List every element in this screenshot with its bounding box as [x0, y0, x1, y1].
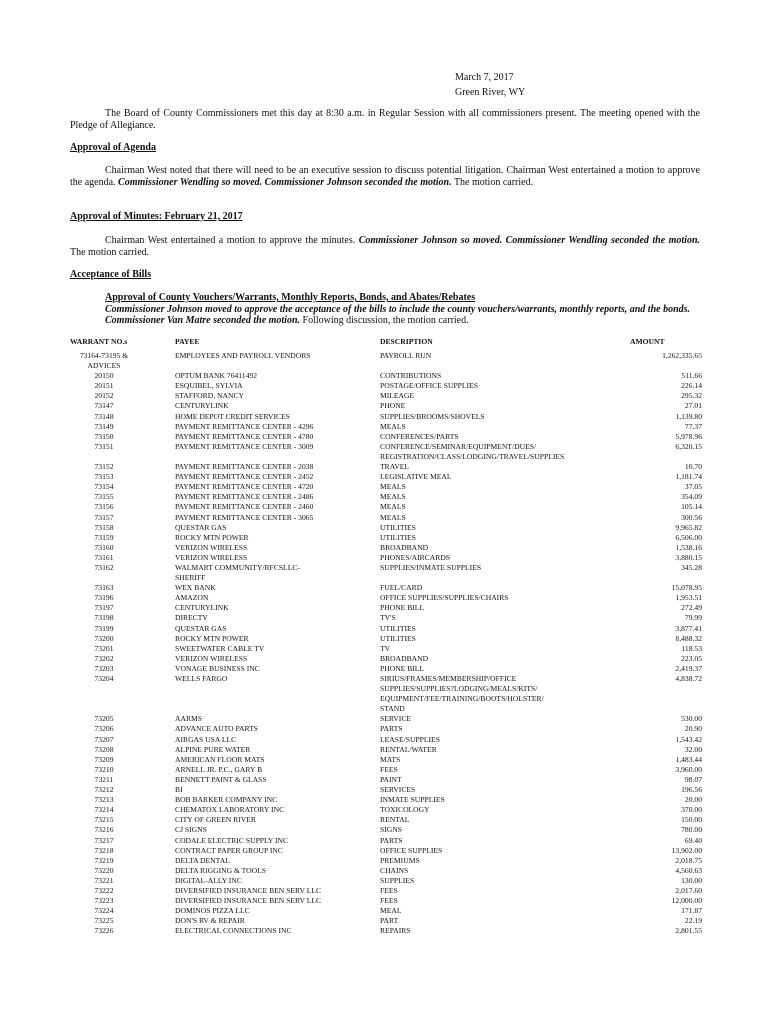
warrant-number-cell: 73217 — [94, 835, 114, 845]
payee-cell: SWEETWATER CABLE TV — [175, 643, 265, 653]
payee-cell: ARNELL JR. P.C., GARY B — [175, 764, 263, 774]
warrant-number-cell: 73203 — [94, 663, 114, 673]
amount-cell: 2,419.37 — [675, 663, 702, 673]
amount-cell: 171.87 — [681, 906, 702, 916]
warrant-number-cell: 73156 — [94, 502, 114, 512]
description-cell: MEALS — [380, 492, 406, 502]
amount-cell: 223.05 — [681, 653, 702, 663]
warrant-number-cell: 73214 — [94, 805, 114, 815]
warrant-number-cell: 73152 — [94, 462, 114, 472]
agenda-paragraph — [70, 165, 700, 188]
table-row — [70, 603, 702, 613]
table-row — [70, 815, 702, 825]
column-header-description: DESCRIPTION — [380, 337, 433, 346]
minutes-result: The motion carried. — [70, 246, 150, 258]
table-row — [70, 674, 702, 714]
payee-cell: ALPINE PURE WATER — [175, 744, 251, 754]
payee-cell: QUESTAR GAS — [175, 623, 227, 633]
amount-cell: 2,018.75 — [675, 855, 702, 865]
description-cell: PHONE BILL — [380, 603, 425, 613]
payee-cell: CONTRACT PAPER GROUP INC — [175, 845, 283, 855]
table-row — [70, 613, 702, 623]
description-cell: SIGNS — [380, 825, 402, 835]
amount-cell: 1,483.44 — [675, 754, 702, 764]
minutes-motion: Commissioner Johnson so moved. Commissioner Wendling seconded the motion. — [358, 235, 701, 246]
payee-cell: PAYMENT REMITTANCE CENTER - 2486 — [175, 492, 314, 502]
table-row — [70, 472, 702, 482]
warrant-number-cell: 73200 — [94, 633, 114, 643]
table-row — [70, 836, 702, 846]
description-cell: PART — [380, 916, 399, 926]
agenda-text: Chairman West noted that there will need to be an executive session to discuss potential litigation. Chairman West entertained a motion to approve the agenda. — [70, 165, 700, 188]
warrant-number-cell: 73215 — [94, 815, 114, 825]
table-row — [70, 583, 702, 593]
amount-cell: 10.70 — [684, 462, 702, 472]
warrant-number-cell: 73157 — [94, 512, 114, 522]
description-cell: RENTAL — [380, 815, 410, 825]
description-cell: CONFERENCES/PARTS — [380, 431, 459, 441]
table-row — [70, 543, 702, 553]
payee-cell: HOME DEPOT CREDIT SERVICES — [175, 411, 290, 421]
payee-cell: CHEMATOX LABORATORY INC — [175, 805, 285, 815]
payee-cell: DELTA DENTAL — [175, 855, 230, 865]
table-row — [70, 412, 702, 422]
amount-cell: 345.28 — [681, 562, 702, 572]
payee-cell: BI — [175, 785, 183, 795]
amount-cell: 5,978.96 — [675, 431, 702, 441]
amount-cell: 12,000.00 — [671, 896, 702, 906]
amount-cell: 98.07 — [684, 774, 702, 784]
warrant-number-cell: 73218 — [94, 845, 114, 855]
warrant-number-cell: 73196 — [94, 593, 114, 603]
table-row — [70, 371, 702, 381]
table-row — [70, 785, 702, 795]
amount-cell: 20.90 — [684, 724, 702, 734]
description-cell: SUPPLIES/BROOMS/SHOVELS — [380, 411, 485, 421]
warrant-number-cell: 20150 — [94, 371, 114, 381]
amount-cell: 1,953.51 — [675, 593, 702, 603]
table-row — [70, 765, 702, 775]
payee-cell: ELECTRICAL CONNECTIONS INC — [175, 926, 292, 936]
description-cell: UTILITIES — [380, 633, 416, 643]
payee-cell: ESQUIBEL, SYLVIA — [175, 381, 243, 391]
warrant-number-cell: 73205 — [94, 714, 114, 724]
column-header-amount: AMOUNT — [630, 337, 665, 346]
description-cell: FUEL/CARD — [380, 583, 423, 593]
payee-cell: EMPLOYEES AND PAYROLL VENDORS — [175, 351, 311, 360]
description-cell: PHONE BILL — [380, 663, 425, 673]
amount-cell: 77.37 — [684, 421, 702, 431]
payee-cell: DOMINOS PIZZA LLC — [175, 906, 250, 916]
table-row — [70, 513, 702, 523]
description-cell: FEES — [380, 885, 398, 895]
warrant-number-cell: 73154 — [94, 482, 114, 492]
table-row — [70, 351, 702, 371]
description-cell: FEES — [380, 764, 398, 774]
table-row — [70, 422, 702, 432]
payee-cell: ROCKY MTN POWER — [175, 633, 249, 643]
description-cell: LEASE/SUPPLIES — [380, 734, 440, 744]
payee-cell: PAYMENT REMITTANCE CENTER - 2460 — [175, 502, 314, 512]
warrant-number-cell: 73151 — [94, 441, 114, 451]
warrant-number-cell: 73221 — [94, 875, 114, 885]
payee-cell: VERIZON WIRELESS — [175, 542, 248, 552]
description-cell: MEALS — [380, 421, 406, 431]
amount-cell: 1,543.42 — [675, 734, 702, 744]
amount-cell: 1,262,335.65 — [662, 351, 702, 360]
warrant-number-cell: 20151 — [94, 381, 114, 391]
description-cell: PARTS — [380, 835, 403, 845]
payee-cell: WEX BANK — [175, 583, 216, 593]
description-cell: CONTRIBUTIONS — [380, 371, 442, 381]
amount-cell: 3,877.41 — [675, 623, 702, 633]
payee-cell: VERIZON WIRELESS — [175, 552, 248, 562]
table-row — [70, 523, 702, 533]
table-row — [70, 856, 702, 866]
table-row — [70, 462, 702, 472]
payee-cell: WALMART COMMUNITY/RFCSLLC- SHERIFF — [175, 562, 300, 583]
table-row — [70, 714, 702, 724]
payee-cell: DIVERSIFIED INSURANCE BEN SERV LLC — [175, 885, 322, 895]
bills-motion: Commissioner Johnson moved to approve the acceptance of the bills to include the county vouchers/warrants, monthly reports, and the bonds. Commissioner Van Matre seconded the motion. — [105, 303, 691, 326]
table-row — [70, 634, 702, 644]
amount-cell: 4,838.72 — [675, 674, 702, 683]
payee-cell: AMERICAN FLOOR MATS — [175, 754, 265, 764]
payee-cell: STAFFORD, NANCY — [175, 391, 245, 401]
amount-cell: 196.56 — [681, 785, 702, 795]
column-header-warrant: WARRANT NO.s — [70, 337, 128, 346]
amount-cell: 272.49 — [681, 603, 702, 613]
amount-cell: 530.00 — [681, 714, 702, 724]
warrant-number-cell: 73148 — [94, 411, 114, 421]
warrant-number-cell: 73208 — [94, 744, 114, 754]
description-cell: MEALS — [380, 482, 406, 492]
amount-cell: 130.00 — [681, 875, 702, 885]
warrant-number-cell: 73212 — [94, 785, 114, 795]
payee-cell: DIVERSIFIED INSURANCE BEN SERV LLC — [175, 896, 322, 906]
warrant-number-cell: 73224 — [94, 906, 114, 916]
description-cell: LEGISLATIVE MEAL — [380, 472, 452, 482]
table-row — [70, 795, 702, 805]
column-header-payee: PAYEE — [175, 337, 200, 346]
description-cell: TV — [380, 643, 391, 653]
payee-cell: CENTURYLINK — [175, 401, 229, 411]
table-header-row — [70, 337, 702, 351]
payee-cell: AIRGAS USA LLC — [175, 734, 237, 744]
table-row — [70, 906, 702, 916]
amount-cell: 511.66 — [681, 371, 702, 381]
warrant-number-cell: 73155 — [94, 492, 114, 502]
table-row — [70, 876, 702, 886]
table-row — [70, 735, 702, 745]
warrant-number-cell: 73226 — [94, 926, 114, 936]
table-row — [70, 492, 702, 502]
amount-cell: 37.05 — [684, 482, 702, 492]
table-row — [70, 644, 702, 654]
bills-subsection — [105, 292, 700, 327]
amount-cell: 6,320.15 — [675, 441, 702, 451]
agenda-heading: Approval of Agenda — [70, 142, 156, 153]
description-cell: PREMIUMS — [380, 855, 420, 865]
payee-cell: VONAGE BUSINESS INC — [175, 663, 260, 673]
description-cell: CHAINS — [380, 865, 409, 875]
table-row — [70, 866, 702, 876]
description-cell: UTILITIES — [380, 522, 416, 532]
warrant-number-cell: 73222 — [94, 885, 114, 895]
table-row — [70, 886, 702, 896]
table-row — [70, 664, 702, 674]
bills-heading: Acceptance of Bills — [70, 269, 152, 280]
table-row — [70, 926, 702, 936]
table-row — [70, 381, 702, 391]
meeting-dateline — [455, 70, 525, 100]
amount-cell: 8,488.32 — [675, 633, 702, 643]
amount-cell: 27.01 — [684, 401, 702, 411]
table-row — [70, 553, 702, 563]
table-row — [70, 775, 702, 785]
payee-cell: CODALE ELECTRIC SUPPLY INC — [175, 835, 289, 845]
table-row — [70, 846, 702, 856]
description-cell: MEALS — [380, 512, 406, 522]
description-cell: MEALS — [380, 502, 406, 512]
payee-cell: PAYMENT REMITTANCE CENTER - 4720 — [175, 482, 314, 492]
table-row — [70, 533, 702, 543]
amount-cell: 1,538.16 — [675, 542, 702, 552]
payee-cell: DELTA RIGGING & TOOLS — [175, 865, 267, 875]
description-cell: PAYROLL RUN — [380, 351, 432, 360]
amount-cell: 15,078.95 — [671, 583, 702, 593]
amount-cell: 20.00 — [684, 795, 702, 805]
warrant-number-cell: 73210 — [94, 764, 114, 774]
description-cell: TOXICOLOGY — [380, 805, 430, 815]
agenda-motion: Commissioner Wendling so moved. Commissioner Johnson seconded the motion. — [118, 176, 452, 188]
warrant-number-cell: 73219 — [94, 855, 114, 865]
table-row — [70, 442, 702, 462]
warrant-number-cell: 73201 — [94, 643, 114, 653]
amount-cell: 69.40 — [684, 835, 702, 845]
payee-cell: DON'S RV & REPAIR — [175, 916, 245, 926]
warrant-number-cell: 73211 — [94, 774, 114, 784]
table-row — [70, 593, 702, 603]
payee-cell: CITY OF GREEN RIVER — [175, 815, 256, 825]
amount-cell: 1,139.80 — [675, 411, 702, 421]
payee-cell: CJ SIGNS — [175, 825, 207, 835]
amount-cell: 150.00 — [681, 815, 702, 825]
description-cell: RENTAL/WATER — [380, 744, 437, 754]
warrant-number-cell: 73158 — [94, 522, 114, 532]
table-row — [70, 745, 702, 755]
warrant-number-cell: 73147 — [94, 401, 114, 411]
payee-cell: DIRECTV — [175, 613, 208, 623]
vouchers-subheading: Approval of County Vouchers/Warrants, Monthly Reports, Bonds, and Abates/Rebates — [105, 292, 476, 303]
description-cell: OFFICE SUPPLIES/SUPPLIES/CHAIRS — [380, 593, 509, 603]
warrant-number-cell: 73160 — [94, 542, 114, 552]
warrant-number-cell: 73216 — [94, 825, 114, 835]
warrant-number-cell: 73197 — [94, 603, 114, 613]
warrant-number-cell: 73199 — [94, 623, 114, 633]
amount-cell: 105.14 — [681, 502, 702, 512]
amount-cell: 9,965.82 — [675, 522, 702, 532]
warrant-number-cell: 73153 — [94, 472, 114, 482]
payee-cell: PAYMENT REMITTANCE CENTER - 3065 — [175, 512, 314, 522]
amount-cell: 32.00 — [684, 744, 702, 754]
payee-cell: PAYMENT REMITTANCE CENTER - 3009 — [175, 441, 314, 451]
description-cell: SUPPLIES/INMATE SUPPLIES — [380, 562, 482, 572]
meeting-location: Green River, WY — [455, 87, 526, 98]
amount-cell: 2,801.55 — [675, 926, 702, 936]
amount-cell: 6,506.00 — [675, 532, 702, 542]
warrant-number-cell: 73202 — [94, 653, 114, 663]
description-cell: PAINT — [380, 774, 402, 784]
payee-cell: BENNETT PAINT & GLASS — [175, 774, 267, 784]
table-row — [70, 482, 702, 492]
warrant-number-cell: 73225 — [94, 916, 114, 926]
table-row — [70, 916, 702, 926]
bills-result: Following discussion, the motion carried. — [300, 315, 469, 326]
table-row — [70, 563, 702, 583]
meeting-date: March 7, 2017 — [455, 72, 514, 83]
table-row — [70, 432, 702, 442]
description-cell: SERVICES — [380, 785, 416, 795]
amount-cell: 79.99 — [684, 613, 702, 623]
description-cell: MEAL — [380, 906, 402, 916]
warrant-number-cell: 73161 — [94, 552, 114, 562]
table-row — [70, 724, 702, 734]
table-row — [70, 805, 702, 815]
table-row — [70, 502, 702, 512]
payee-cell: PAYMENT REMITTANCE CENTER - 4780 — [175, 431, 314, 441]
description-cell: FEES — [380, 896, 398, 906]
amount-cell: 4,560.63 — [675, 865, 702, 875]
description-cell: TRAVEL — [380, 462, 409, 472]
description-cell: CONFERENCE/SEMINAR/EQUIPMENT/DUES/ REGISTRATION/CLASS/LODGING/TRAVEL/SUPPLIES — [380, 441, 565, 461]
warrant-number-cell: 73204 — [94, 674, 114, 683]
warrant-number-cell: 73163 — [94, 583, 114, 593]
payee-cell: OPTUM BANK 76411492 — [175, 371, 257, 381]
amount-cell: 3,880.15 — [675, 552, 702, 562]
description-cell: SERVICE — [380, 714, 412, 724]
amount-cell: 118.53 — [681, 643, 702, 653]
payee-cell: ROCKY MTN POWER — [175, 532, 249, 542]
description-cell: MILEAGE — [380, 391, 415, 401]
amount-cell: 2,017.60 — [675, 885, 702, 895]
warrant-number-cell: 73149 — [94, 421, 114, 431]
amount-cell: 226.14 — [681, 381, 702, 391]
minutes-heading: Approval of Minutes: February 21, 2017 — [70, 211, 243, 222]
payee-cell: PAYMENT REMITTANCE CENTER - 2452 — [175, 472, 314, 482]
warrants-table-body — [70, 351, 702, 936]
description-cell: BROADBAND — [380, 653, 429, 663]
amount-cell: 370.00 — [681, 805, 702, 815]
payee-cell: CENTURYLINK — [175, 603, 229, 613]
description-cell: PHONES/AIRCARDS — [380, 552, 451, 562]
table-row — [70, 401, 702, 411]
payee-cell: PAYMENT REMITTANCE CENTER - 4296 — [175, 421, 314, 431]
payee-cell: QUESTAR GAS — [175, 522, 227, 532]
table-row — [70, 391, 702, 401]
warrant-number-cell: 73206 — [94, 724, 114, 734]
description-cell: SIRIUS/FRAMES/MEMBERSHIP/OFFICE SUPPLIES/SUPPLIES?LODGING/MEALS/KITS/ EQUIPMENT/FEE/TRAINING/BOOTS/HOLSTER/ STAND — [380, 674, 544, 714]
payee-cell: AARMS — [175, 714, 203, 724]
minutes-text: Chairman West entertained a motion to approve the minutes. — [105, 235, 359, 246]
warrant-number-cell: 73162 — [94, 562, 114, 572]
amount-cell: 354.09 — [681, 492, 702, 502]
description-cell: MATS — [380, 754, 401, 764]
payee-cell: AMAZON — [175, 593, 209, 603]
warrant-number-cell: 73150 — [94, 431, 114, 441]
minutes-paragraph — [70, 235, 700, 258]
description-cell: PHONE — [380, 401, 406, 411]
table-row — [70, 825, 702, 835]
table-row — [70, 755, 702, 765]
warrant-number-cell: 73223 — [94, 896, 114, 906]
payee-cell: WELLS FARGO — [175, 674, 228, 683]
warrants-table — [70, 337, 702, 936]
payee-cell: ADVANCE AUTO PARTS — [175, 724, 258, 734]
warrant-number-cell: 73159 — [94, 532, 114, 542]
description-cell: TV'S — [380, 613, 396, 623]
warrant-number-cell: 73207 — [94, 734, 114, 744]
warrant-number-cell: 73220 — [94, 865, 114, 875]
amount-cell: 22.19 — [684, 916, 702, 926]
amount-cell: 300.56 — [681, 512, 702, 522]
description-cell: INMATE SUPPLIES — [380, 795, 445, 805]
warrant-number-cell: 73164-73195 & ADVICES — [79, 351, 129, 371]
amount-cell: 780.00 — [681, 825, 702, 835]
amount-cell: 3,960.00 — [675, 764, 702, 774]
description-cell: REPAIRS — [380, 926, 411, 936]
warrant-number-cell: 20152 — [94, 391, 114, 401]
warrant-number-cell: 73198 — [94, 613, 114, 623]
payee-cell: VERIZON WIRELESS — [175, 653, 248, 663]
payee-cell: PAYMENT REMITTANCE CENTER - 2038 — [175, 462, 314, 472]
amount-cell: 1,181.74 — [675, 472, 702, 482]
payee-cell: DIGITAL-ALLY INC — [175, 875, 242, 885]
description-cell: UTILITIES — [380, 532, 416, 542]
amount-cell: 295.32 — [681, 391, 702, 401]
table-row — [70, 654, 702, 664]
table-row — [70, 624, 702, 634]
description-cell: PARTS — [380, 724, 403, 734]
warrant-number-cell: 73209 — [94, 754, 114, 764]
intro-paragraph: The Board of County Commissioners met this day at 8:30 a.m. in Regular Session with all commissioners present. The meeting opened with the Pledge of Allegiance. — [70, 108, 700, 131]
amount-cell: 13,902.00 — [671, 845, 702, 855]
description-cell: OFFICE SUPPLIES — [380, 845, 443, 855]
table-row — [70, 896, 702, 906]
description-cell: SUPPLIES — [380, 875, 415, 885]
description-cell: UTILITIES — [380, 623, 416, 633]
warrant-number-cell: 73213 — [94, 795, 114, 805]
description-cell: POSTAGE/OFFICE SUPPLIES — [380, 381, 478, 391]
description-cell: BROADBAND — [380, 542, 429, 552]
payee-cell: BOB BARKER COMPANY INC — [175, 795, 278, 805]
agenda-result: The motion carried. — [451, 176, 534, 188]
